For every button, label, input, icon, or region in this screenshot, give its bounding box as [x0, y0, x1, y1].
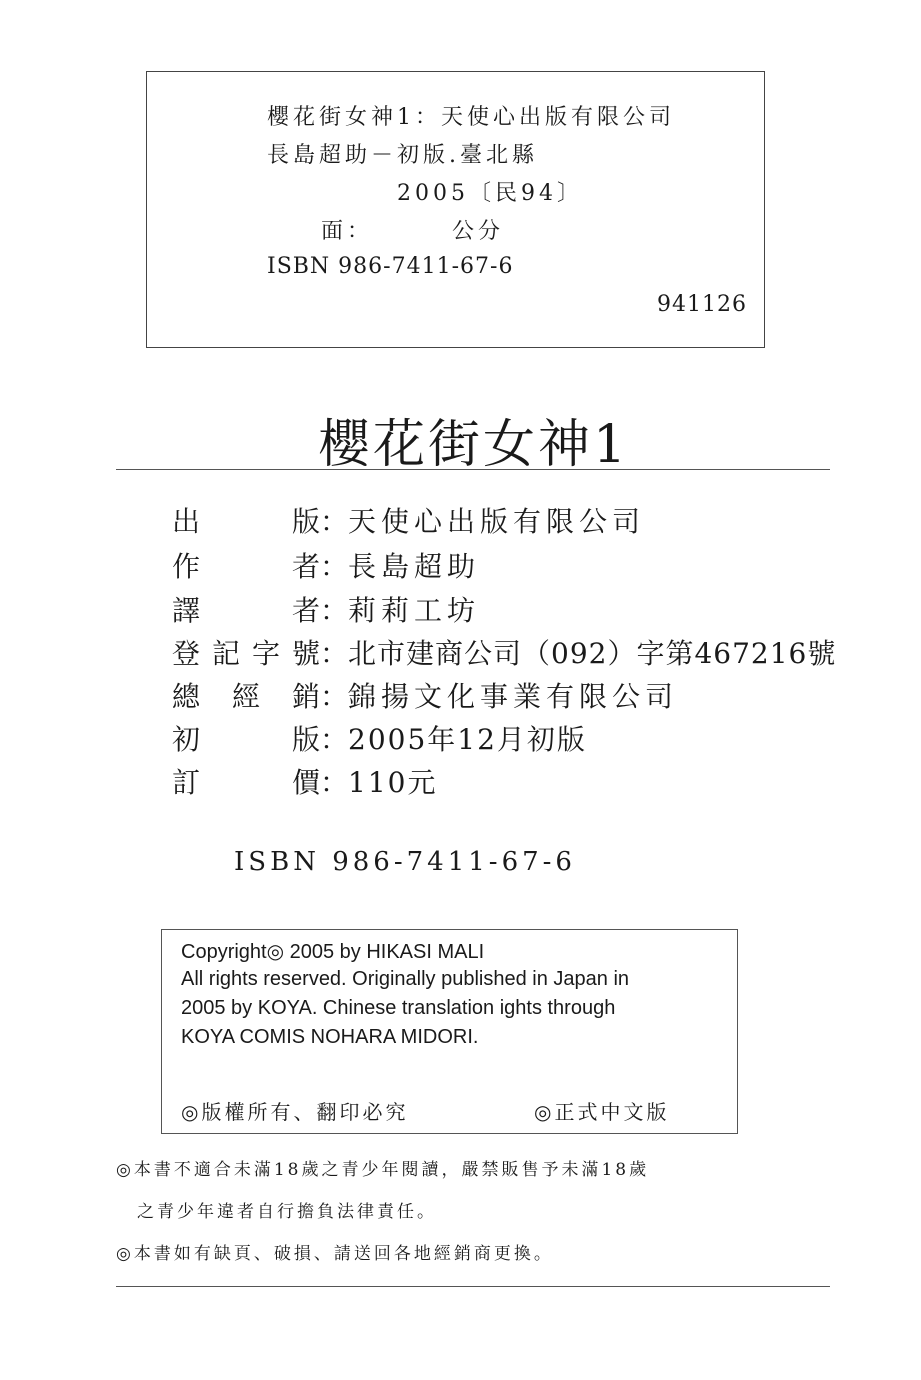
- bottom-divider: [116, 1286, 830, 1287]
- cip-line-4b: 公分: [452, 219, 505, 244]
- cip-line-2: 長島超助－初版.臺北縣: [267, 143, 538, 168]
- title-divider: [116, 469, 830, 470]
- imprint-label: 訂 價: [172, 766, 320, 799]
- imprint-row-price: 訂 價 ： 110元: [172, 761, 437, 801]
- imprint-value: 天使心出版有限公司: [348, 505, 646, 538]
- copyright-line-1: Copyright◎ 2005 by HIKASI MALI: [181, 941, 485, 963]
- copyright-line-3: 2005 by KOYA. Chinese translation ights through: [181, 997, 616, 1019]
- imprint-row-author: 作 者 ： 長島超助: [172, 545, 480, 585]
- imprint-row-translator: 譯 者 ： 莉莉工坊: [172, 589, 480, 629]
- isbn: ISBN 986-7411-67-6: [234, 847, 576, 877]
- imprint-value: 110元: [348, 766, 438, 799]
- notice-liability: 之青少年違者自行擔負法律責任。: [137, 1202, 437, 1222]
- cip-isbn: ISBN 986-7411-67-6: [267, 254, 514, 279]
- cip-line-3: 2005〔民94〕: [397, 181, 583, 206]
- copyright-line-2: All rights reserved. Originally published in Japan in: [181, 968, 630, 990]
- imprint-row-distributor: 總 經 銷 ： 錦揚文化事業有限公司: [172, 675, 678, 715]
- book-title: 櫻花街女神1: [318, 415, 630, 475]
- imprint-row-publisher: 出 版 ： 天使心出版有限公司: [172, 500, 645, 540]
- imprint-label: 初 版: [172, 723, 320, 756]
- imprint-value: 北市建商公司（092）字第467216號: [348, 637, 837, 670]
- cip-line-4a: 面：: [321, 219, 374, 244]
- notice-replacement: ◎本書如有缺頁、破損、請送回各地經銷商更換。: [116, 1244, 554, 1264]
- cip-box: [146, 71, 765, 348]
- cip-code: 941126: [657, 292, 747, 317]
- imprint-label: 總 經 銷: [172, 680, 320, 713]
- imprint-label: 出 版: [172, 505, 320, 538]
- imprint-label: 作 者: [172, 550, 320, 583]
- copyright-note-edition: ◎正式中文版: [534, 1100, 670, 1124]
- imprint-value: 錦揚文化事業有限公司: [348, 680, 679, 713]
- copyright-note-rights: ◎版權所有、翻印必究: [181, 1100, 409, 1124]
- imprint-label: 譯 者: [172, 594, 320, 627]
- copyright-line-4: KOYA COMIS NOHARA MIDORI.: [181, 1026, 479, 1048]
- copyright-box: [161, 929, 738, 1134]
- imprint-value: 莉莉工坊: [348, 594, 481, 627]
- imprint-row-registration: 登 記 字 號 ： 北市建商公司（092）字第467216號: [172, 632, 836, 672]
- notice-age-restriction: ◎本書不適合未滿18歲之青少年閱讀，嚴禁販售予未滿18歲: [116, 1160, 650, 1180]
- imprint-label: 登 記 字 號: [172, 637, 320, 670]
- imprint-value: 長島超助: [348, 550, 481, 583]
- imprint-row-edition: 初 版 ： 2005年12月初版: [172, 718, 587, 758]
- imprint-value: 2005年12月初版: [348, 723, 587, 756]
- cip-line-1: 櫻花街女神1：天使心出版有限公司: [267, 105, 675, 130]
